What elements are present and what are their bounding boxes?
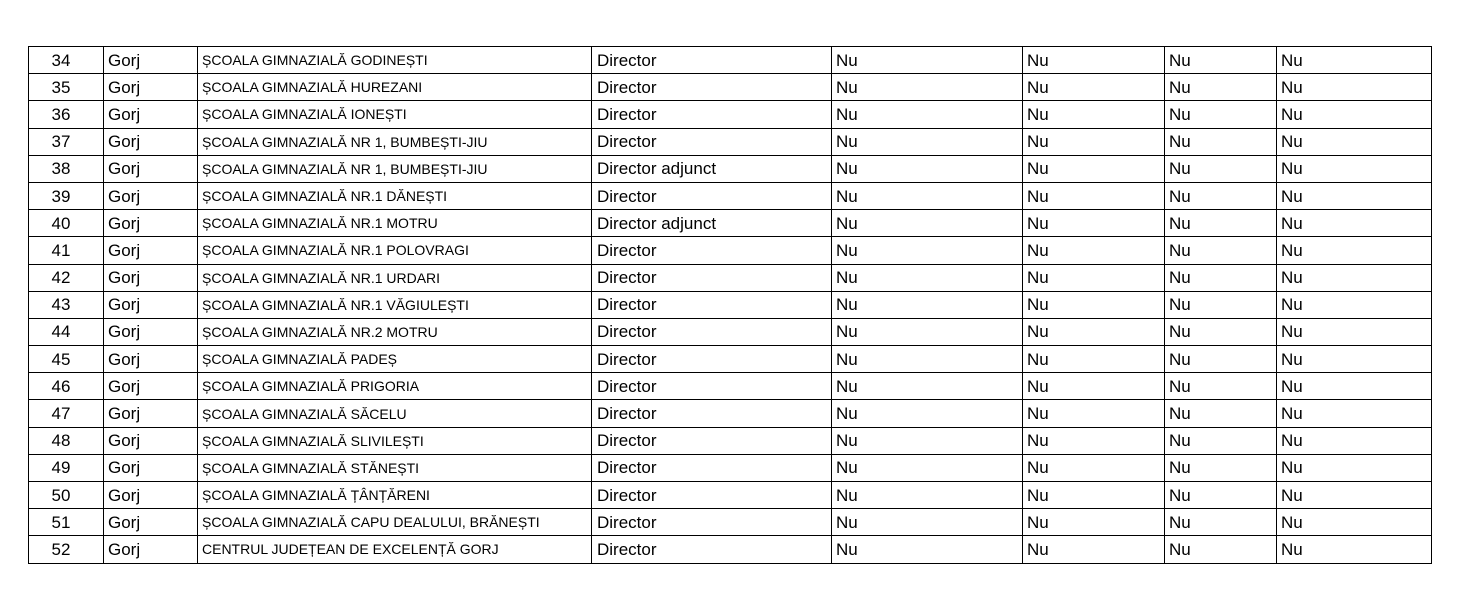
table-row [29,128,1432,155]
position-cell: Director [592,318,832,345]
answer-cell-2: Nu [1023,482,1165,509]
table-row [29,400,1432,427]
county-cell: Gorj [104,264,198,291]
table-row [29,47,1432,74]
position-cell: Director [592,47,832,74]
school-name-cell: ȘCOALA GIMNAZIALĂ IONEȘTI [198,101,592,128]
answer-cell-2: Nu [1023,264,1165,291]
answer-cell-3: Nu [1165,47,1277,74]
school-name-cell: ȘCOALA GIMNAZIALĂ NR.2 MOTRU [198,318,592,345]
position-cell: Director adjunct [592,155,832,182]
school-name-cell: ȘCOALA GIMNAZIALĂ GODINEȘTI [198,47,592,74]
position-cell: Director [592,454,832,481]
school-name-cell: ȘCOALA GIMNAZIALĂ ȚÂNȚĂRENI [198,482,592,509]
answer-cell-2: Nu [1023,74,1165,101]
answer-cell-4: Nu [1277,454,1432,481]
answer-cell-3: Nu [1165,237,1277,264]
county-cell: Gorj [104,101,198,128]
answer-cell-3: Nu [1165,427,1277,454]
county-cell: Gorj [104,318,198,345]
school-name-cell: ȘCOALA GIMNAZIALĂ CAPU DEALULUI, BRĂNEȘTI [198,509,592,536]
row-number-cell: 48 [29,427,104,454]
answer-cell-2: Nu [1023,427,1165,454]
answer-cell-3: Nu [1165,509,1277,536]
table-row [29,482,1432,509]
answer-cell-1: Nu [832,101,1023,128]
table-row [29,536,1432,563]
school-name-cell: CENTRUL JUDEȚEAN DE EXCELENȚĂ GORJ [198,536,592,563]
answer-cell-2: Nu [1023,509,1165,536]
answer-cell-3: Nu [1165,318,1277,345]
county-cell: Gorj [104,237,198,264]
row-number-cell: 40 [29,210,104,237]
school-name-cell: ȘCOALA GIMNAZIALĂ SĂCELU [198,400,592,427]
table-row [29,509,1432,536]
answer-cell-3: Nu [1165,536,1277,563]
row-number-cell: 39 [29,182,104,209]
answer-cell-2: Nu [1023,400,1165,427]
school-name-cell: ȘCOALA GIMNAZIALĂ NR 1, BUMBEȘTI-JIU [198,155,592,182]
table-row [29,155,1432,182]
answer-cell-3: Nu [1165,291,1277,318]
answer-cell-3: Nu [1165,101,1277,128]
school-name-cell: ȘCOALA GIMNAZIALĂ NR.1 VĂGIULEȘTI [198,291,592,318]
answer-cell-1: Nu [832,264,1023,291]
answer-cell-2: Nu [1023,346,1165,373]
answer-cell-2: Nu [1023,454,1165,481]
answer-cell-2: Nu [1023,373,1165,400]
answer-cell-4: Nu [1277,155,1432,182]
row-number-cell: 36 [29,101,104,128]
position-cell: Director [592,400,832,427]
answer-cell-2: Nu [1023,210,1165,237]
answer-cell-2: Nu [1023,237,1165,264]
position-cell: Director [592,427,832,454]
answer-cell-1: Nu [832,182,1023,209]
table-row [29,101,1432,128]
school-name-cell: ȘCOALA GIMNAZIALĂ NR.1 DĂNEȘTI [198,182,592,209]
answer-cell-4: Nu [1277,400,1432,427]
position-cell: Director adjunct [592,210,832,237]
county-cell: Gorj [104,400,198,427]
row-number-cell: 52 [29,536,104,563]
row-number-cell: 45 [29,346,104,373]
row-number-cell: 41 [29,237,104,264]
school-name-cell: ȘCOALA GIMNAZIALĂ NR 1, BUMBEȘTI-JIU [198,128,592,155]
table-row [29,427,1432,454]
county-cell: Gorj [104,128,198,155]
row-number-cell: 37 [29,128,104,155]
answer-cell-1: Nu [832,454,1023,481]
answer-cell-1: Nu [832,400,1023,427]
answer-cell-2: Nu [1023,128,1165,155]
answer-cell-3: Nu [1165,346,1277,373]
table-row [29,454,1432,481]
school-name-cell: ȘCOALA GIMNAZIALĂ PRIGORIA [198,373,592,400]
data-table [28,46,1432,564]
position-cell: Director [592,291,832,318]
answer-cell-1: Nu [832,155,1023,182]
table-row [29,182,1432,209]
school-name-cell: ȘCOALA GIMNAZIALĂ SLIVILEȘTI [198,427,592,454]
answer-cell-4: Nu [1277,210,1432,237]
answer-cell-3: Nu [1165,454,1277,481]
school-name-cell: ȘCOALA GIMNAZIALĂ NR.1 URDARI [198,264,592,291]
county-cell: Gorj [104,346,198,373]
answer-cell-4: Nu [1277,182,1432,209]
answer-cell-1: Nu [832,509,1023,536]
answer-cell-2: Nu [1023,291,1165,318]
row-number-cell: 46 [29,373,104,400]
answer-cell-3: Nu [1165,182,1277,209]
answer-cell-2: Nu [1023,318,1165,345]
county-cell: Gorj [104,482,198,509]
answer-cell-3: Nu [1165,210,1277,237]
county-cell: Gorj [104,182,198,209]
school-name-cell: ȘCOALA GIMNAZIALĂ PADEȘ [198,346,592,373]
answer-cell-4: Nu [1277,237,1432,264]
answer-cell-4: Nu [1277,373,1432,400]
row-number-cell: 34 [29,47,104,74]
row-number-cell: 51 [29,509,104,536]
answer-cell-4: Nu [1277,291,1432,318]
answer-cell-3: Nu [1165,373,1277,400]
row-number-cell: 49 [29,454,104,481]
answer-cell-1: Nu [832,373,1023,400]
county-cell: Gorj [104,210,198,237]
table-row [29,318,1432,345]
position-cell: Director [592,74,832,101]
answer-cell-4: Nu [1277,264,1432,291]
county-cell: Gorj [104,454,198,481]
answer-cell-4: Nu [1277,47,1432,74]
table-row [29,74,1432,101]
answer-cell-2: Nu [1023,101,1165,128]
answer-cell-1: Nu [832,128,1023,155]
county-cell: Gorj [104,47,198,74]
position-cell: Director [592,182,832,209]
table-body [29,47,1432,564]
answer-cell-1: Nu [832,237,1023,264]
table-row [29,346,1432,373]
position-cell: Director [592,536,832,563]
row-number-cell: 47 [29,400,104,427]
answer-cell-3: Nu [1165,400,1277,427]
position-cell: Director [592,264,832,291]
answer-cell-4: Nu [1277,482,1432,509]
answer-cell-4: Nu [1277,318,1432,345]
row-number-cell: 44 [29,318,104,345]
school-name-cell: ȘCOALA GIMNAZIALĂ NR.1 POLOVRAGI [198,237,592,264]
answer-cell-1: Nu [832,536,1023,563]
row-number-cell: 50 [29,482,104,509]
answer-cell-1: Nu [832,210,1023,237]
answer-cell-2: Nu [1023,155,1165,182]
row-number-cell: 43 [29,291,104,318]
answer-cell-1: Nu [832,346,1023,373]
answer-cell-4: Nu [1277,74,1432,101]
answer-cell-1: Nu [832,318,1023,345]
table-row [29,210,1432,237]
answer-cell-4: Nu [1277,346,1432,373]
answer-cell-1: Nu [832,427,1023,454]
county-cell: Gorj [104,427,198,454]
position-cell: Director [592,346,832,373]
answer-cell-3: Nu [1165,128,1277,155]
position-cell: Director [592,509,832,536]
answer-cell-4: Nu [1277,509,1432,536]
row-number-cell: 38 [29,155,104,182]
county-cell: Gorj [104,74,198,101]
position-cell: Director [592,237,832,264]
answer-cell-4: Nu [1277,101,1432,128]
county-cell: Gorj [104,373,198,400]
school-name-cell: ȘCOALA GIMNAZIALĂ STĂNEȘTI [198,454,592,481]
county-cell: Gorj [104,291,198,318]
position-cell: Director [592,373,832,400]
position-cell: Director [592,101,832,128]
answer-cell-2: Nu [1023,536,1165,563]
answer-cell-3: Nu [1165,264,1277,291]
row-number-cell: 42 [29,264,104,291]
table-row [29,264,1432,291]
answer-cell-4: Nu [1277,427,1432,454]
county-cell: Gorj [104,509,198,536]
answer-cell-3: Nu [1165,155,1277,182]
school-name-cell: ȘCOALA GIMNAZIALĂ NR.1 MOTRU [198,210,592,237]
answer-cell-2: Nu [1023,47,1165,74]
table-row [29,291,1432,318]
answer-cell-1: Nu [832,482,1023,509]
row-number-cell: 35 [29,74,104,101]
answer-cell-3: Nu [1165,482,1277,509]
answer-cell-3: Nu [1165,74,1277,101]
position-cell: Director [592,482,832,509]
position-cell: Director [592,128,832,155]
answer-cell-4: Nu [1277,128,1432,155]
answer-cell-1: Nu [832,47,1023,74]
answer-cell-1: Nu [832,291,1023,318]
table-row [29,237,1432,264]
school-name-cell: ȘCOALA GIMNAZIALĂ HUREZANI [198,74,592,101]
county-cell: Gorj [104,155,198,182]
table-row [29,373,1432,400]
answer-cell-4: Nu [1277,536,1432,563]
answer-cell-2: Nu [1023,182,1165,209]
county-cell: Gorj [104,536,198,563]
answer-cell-1: Nu [832,74,1023,101]
